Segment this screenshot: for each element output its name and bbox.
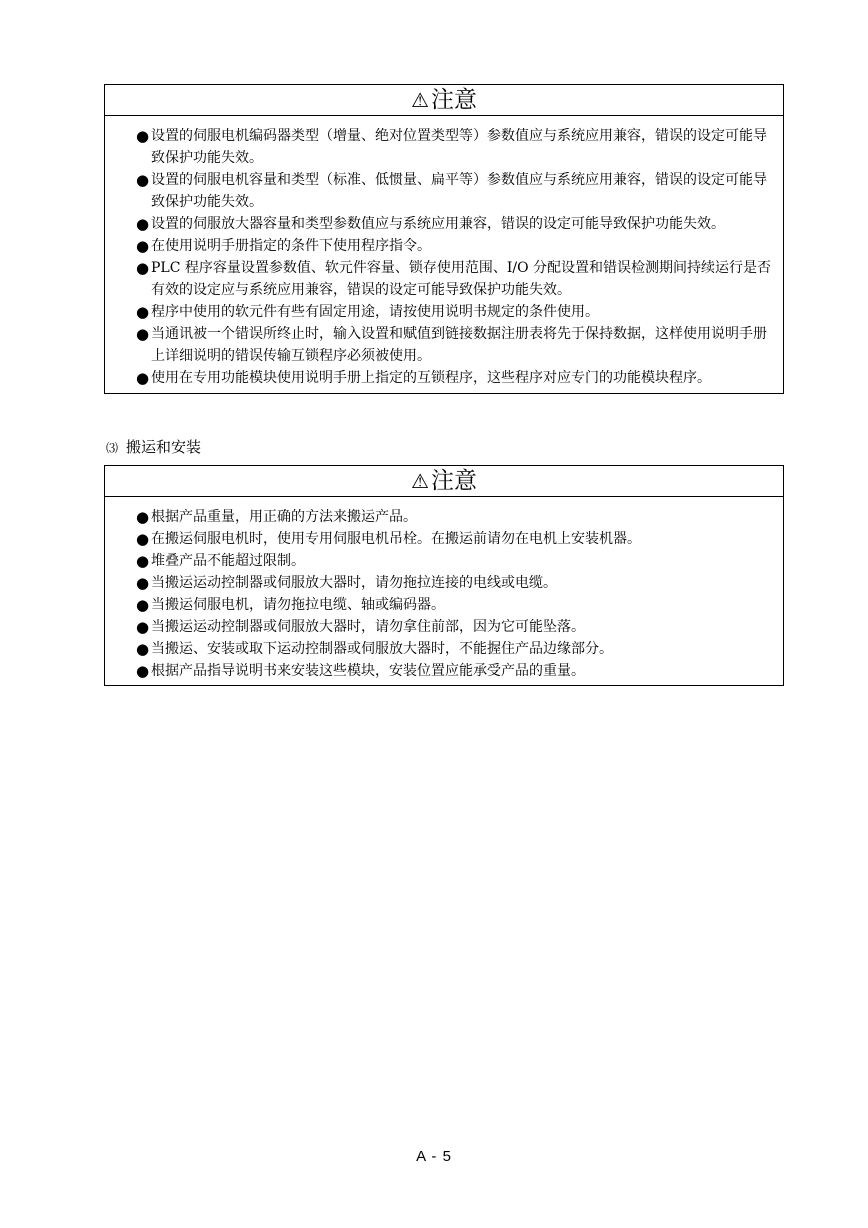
- caution-item: ● 在搬运伺服电机时，使用专用伺服电机吊栓。在搬运前请勿在电机上安装机器。: [136, 530, 641, 548]
- caution-item: ● 在使用说明手册指定的条件下使用程序指令。: [136, 237, 431, 255]
- section-heading: [106, 436, 201, 459]
- caution-item: ● 使用在专用功能模块使用说明手册上指定的互锁程序，这些程序对应专门的功能模块程序。: [136, 369, 711, 387]
- caution-item: ● 当搬运、安装或取下运动控制器或伺服放大器时，不能握住产品边缘部分。: [136, 640, 613, 658]
- bullet-icon: ●: [136, 237, 150, 255]
- caution-item: ● 设置的伺服电机容量和类型（标准、低惯量、扁平等）参数值应与系统应用兼容，错误的设定可能导致保护功能失效。: [136, 171, 767, 210]
- bullet-icon: ●: [136, 259, 150, 277]
- caution-item: ● 堆叠产品不能超过限制。: [136, 552, 305, 570]
- caution-box-1: [104, 84, 784, 394]
- caution-item: ● PLC 程序容量设置参数值、软元件容量、锁存使用范围、I/O 分配设置和错误检测期间持续运行是否有效的设定应与系统应用兼容，错误的设定可能导致保护功能失效。: [136, 259, 772, 298]
- caution-title: 注意: [430, 468, 477, 494]
- caution-item: ● 设置的伺服放大器容量和类型参数值应与系统应用兼容，错误的设定可能导致保护功能失效。: [136, 215, 725, 233]
- bullet-icon: ●: [136, 508, 150, 526]
- caution-item: ● 当搬运运动控制器或伺服放大器时，请勿拖拉连接的电线或电缆。: [136, 574, 557, 592]
- section-number: ⑶: [106, 441, 119, 455]
- caution-item: ● 当搬运伺服电机，请勿拖拉电缆、轴或编码器。: [136, 596, 445, 614]
- bullet-icon: ●: [136, 215, 150, 233]
- caution-item: ● 当搬运运动控制器或伺服放大器时，请勿拿住前部，因为它可能坠落。: [136, 618, 585, 636]
- caution-box-2: [104, 465, 784, 686]
- caution-header: [105, 85, 783, 116]
- caution-item: ● 根据产品指导说明书来安装这些模块，安装位置应能承受产品的重量。: [136, 662, 585, 680]
- section-title: 搬运和安装: [126, 438, 202, 456]
- bullet-icon: ●: [136, 596, 150, 614]
- bullet-icon: ●: [136, 574, 150, 592]
- bullet-icon: ●: [136, 369, 150, 387]
- warning-triangle-icon: ⚠: [411, 469, 429, 493]
- caution-list: [105, 116, 783, 393]
- caution-item: ● 当通讯被一个错误所终止时，输入设置和赋值到链接数据注册表将先于保持数据，这样使用说明手册上详细说明的错误传输互锁程序必须被使用。: [136, 325, 767, 364]
- bullet-icon: ●: [136, 530, 150, 548]
- caution-header: [105, 466, 783, 497]
- caution-item: ● 设置的伺服电机编码器类型（增量、绝对位置类型等）参数值应与系统应用兼容，错误的设定可能导致保护功能失效。: [136, 127, 767, 166]
- caution-title: 注意: [430, 87, 477, 113]
- bullet-icon: ●: [136, 127, 150, 145]
- warning-triangle-icon: ⚠: [411, 88, 429, 112]
- bullet-icon: ●: [136, 618, 150, 636]
- bullet-icon: ●: [136, 171, 150, 189]
- bullet-icon: ●: [136, 325, 150, 343]
- caution-item: ● 根据产品重量，用正确的方法来搬运产品。: [136, 508, 417, 526]
- bullet-icon: ●: [136, 662, 150, 680]
- bullet-icon: ●: [136, 303, 150, 321]
- bullet-icon: ●: [136, 640, 150, 658]
- bullet-icon: ●: [136, 552, 150, 570]
- caution-item: ● 程序中使用的软元件有些有固定用途，请按使用说明书规定的条件使用。: [136, 303, 599, 321]
- caution-list: [105, 497, 783, 685]
- page-number: A - 5: [416, 1148, 452, 1165]
